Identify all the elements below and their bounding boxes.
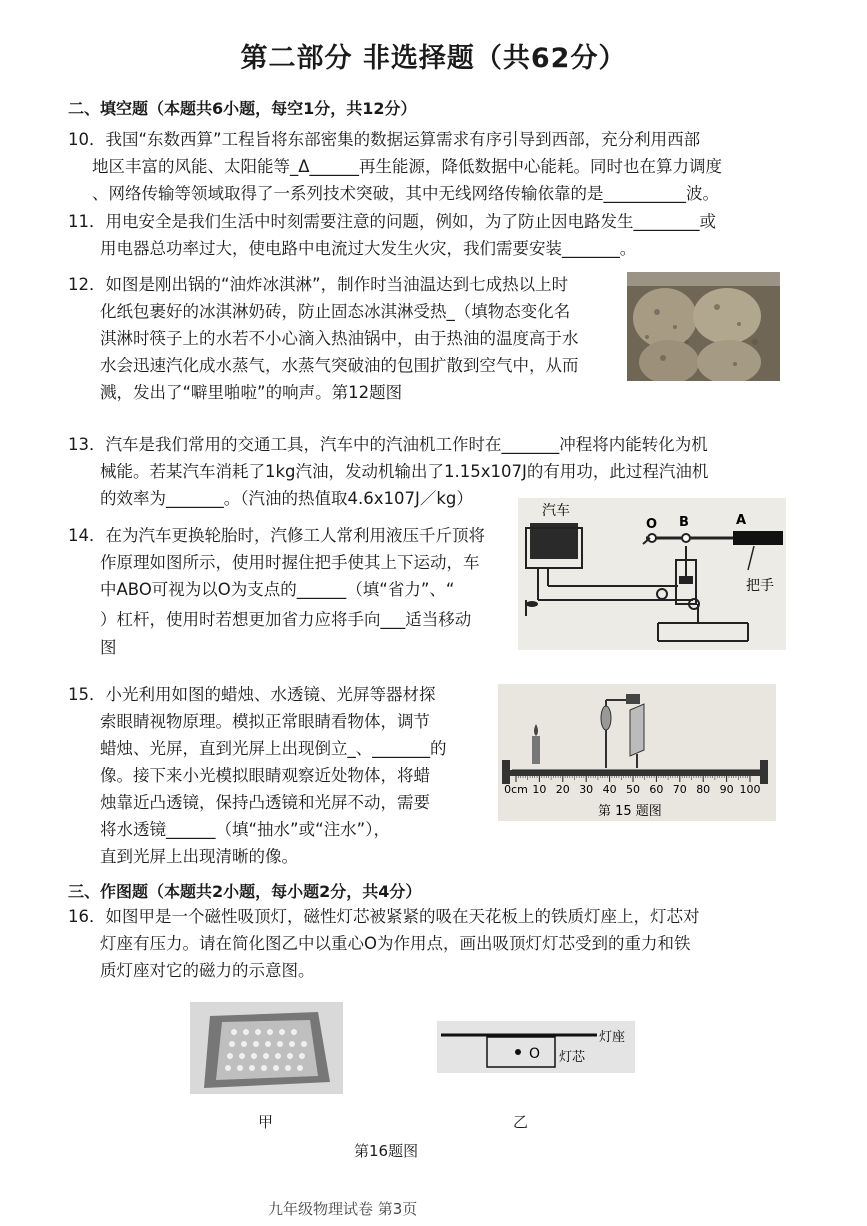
hydraulic-jack-figure: [518, 498, 786, 650]
q12-line-4: 水会迅速汽化成水蒸气，水蒸气突破油的包围扩散到空气中，从而: [100, 356, 579, 375]
q11-line-1: 11．用电安全是我们生活中时刻需要注意的问题，例如，为了防止因电路发生________或: [68, 212, 716, 231]
q10-line-1: 10．我国“东数西算”工程旨将东部密集的数据运算需求有序引导到西部，充分利用西部: [68, 130, 701, 149]
ceiling-lamp-photo: [190, 1002, 343, 1094]
lamp-diagram: [437, 1021, 635, 1073]
ruler-tick-label: 20: [555, 783, 570, 796]
q14-line-5: 图: [100, 638, 117, 657]
ruler-tick-label: 70: [672, 783, 687, 796]
ruler-tick-label: 10: [532, 783, 547, 796]
ruler-tick-label: 80: [696, 783, 711, 796]
q16-line-3: 质灯座对它的磁力的示意图。: [100, 961, 315, 980]
q13-line-2: 械能。若某汽车消耗了1kg汽油，发动机输出了1.15x107J的有用功，此过程汽油机: [100, 462, 709, 481]
label-A: A: [736, 513, 747, 528]
q12-line-2: 化纸包裹好的冰淇淋奶砖，防止固态冰淇淋受热_（填物态变化名: [100, 302, 571, 321]
q10-line-3: 、网络传输等领域取得了一系列技术突破，其中无线网络传输依靠的是__________波。: [92, 184, 719, 203]
q14-line-2: 作原理如图所示，使用时握住把手使其上下运动，车: [100, 553, 480, 572]
q13-line-3: 的效率为_______。（汽油的热值取4.6x107J／kg）: [100, 489, 473, 508]
fried-ice-cream-photo: [627, 272, 780, 381]
ruler-tick-label: 60: [649, 783, 664, 796]
label-figure-b: 乙: [513, 1113, 529, 1131]
optics-bench-figure: [498, 684, 776, 821]
q15-line-2: 索眼睛视物原理。模拟正常眼睛看物体，调节: [100, 712, 430, 731]
section-heading-drawing: 三、作图题（本题共2小题，每小题2分，共4分）: [68, 882, 422, 901]
ruler-tick-label: 0cm: [504, 783, 528, 796]
ruler-tick-label: 90: [719, 783, 734, 796]
q15-line-7: 直到光屏上出现清晰的像。: [100, 847, 298, 866]
q16-line-1: 16．如图甲是一个磁性吸顶灯，磁性灯芯被紧紧的吸在天花板上的铁质灯座上，灯芯对: [68, 907, 700, 926]
section-heading-fill-blank: 二、填空题（本题共6小题，每空1分，共12分）: [68, 99, 417, 118]
label-car: 汽车: [542, 503, 570, 519]
q15-line-4: 像。接下来小光模拟眼睛观察近处物体，将蜡: [100, 766, 430, 785]
q12-line-3: 淇淋时筷子上的水若不小心滴入热油锅中，由于热油的温度高于水: [100, 329, 579, 348]
q14-line-3: 中ABO可视为以O为支点的______（填“省力”、“: [100, 580, 455, 599]
label-figure-a: 甲: [258, 1113, 274, 1131]
center-O: O: [529, 1046, 541, 1062]
q15-line-1: 15．小光利用如图的蜡烛、水透镜、光屏等器材探: [68, 685, 436, 704]
q11-line-2: 用电器总功率过大，使电路中电流过大发生火灾，我们需要安装_______。: [100, 239, 637, 258]
q12-line-5: 溅，发出了“噼里啪啦”的响声。第12题图: [100, 383, 403, 402]
q16-line-2: 灯座有压力。请在简化图乙中以重心O为作用点，画出吸顶灯灯芯受到的重力和铁: [100, 934, 691, 953]
q15-line-6: 将水透镜______（填“抽水”或“注水”），: [100, 820, 390, 839]
ruler-tick-label: 30: [579, 783, 594, 796]
q14-line-1: 14．在为汽车更换轮胎时，汽修工人常利用液压千斤顶将: [68, 526, 485, 545]
label-B: B: [679, 515, 689, 530]
label-lamp-core: 灯芯: [559, 1050, 586, 1065]
page-footer: 九年级物理试卷 第3页: [268, 1200, 418, 1218]
q15-line-5: 烛靠近凸透镜，保持凸透镜和光屏不动，需要: [100, 793, 430, 812]
q15-line-3: 蜡烛、光屏，直到光屏上出现倒立_、_______的: [100, 739, 447, 758]
label-O: O: [646, 517, 658, 532]
label-lamp-base: 灯座: [599, 1030, 626, 1045]
q13-line-1: 13．汽车是我们常用的交通工具，汽车中的汽油机工作时在_______冲程将内能转化为机: [68, 435, 708, 454]
q10-line-2: 地区丰富的风能、太阳能等_Δ______再生能源，降低数据中心能耗。同时也在算力调度: [92, 157, 723, 176]
q14-line-4: ）杠杆，使用时若想更加省力应将手向___适当移动: [100, 610, 472, 629]
ruler-tick-label: 40: [602, 783, 617, 796]
fig16-caption: 第16题图: [354, 1142, 419, 1160]
ruler-tick-label: 100: [739, 783, 761, 796]
page-title: 第二部分 非选择题（共62分）: [240, 43, 627, 74]
ruler-tick-label: 50: [626, 783, 640, 796]
label-handle: 把手: [746, 578, 774, 594]
q12-line-1: 12．如图是刚出锅的“油炸冰淇淋”，制作时当油温达到七成热以上时: [68, 275, 569, 294]
fig15-caption: 第 15 题图: [598, 804, 662, 819]
